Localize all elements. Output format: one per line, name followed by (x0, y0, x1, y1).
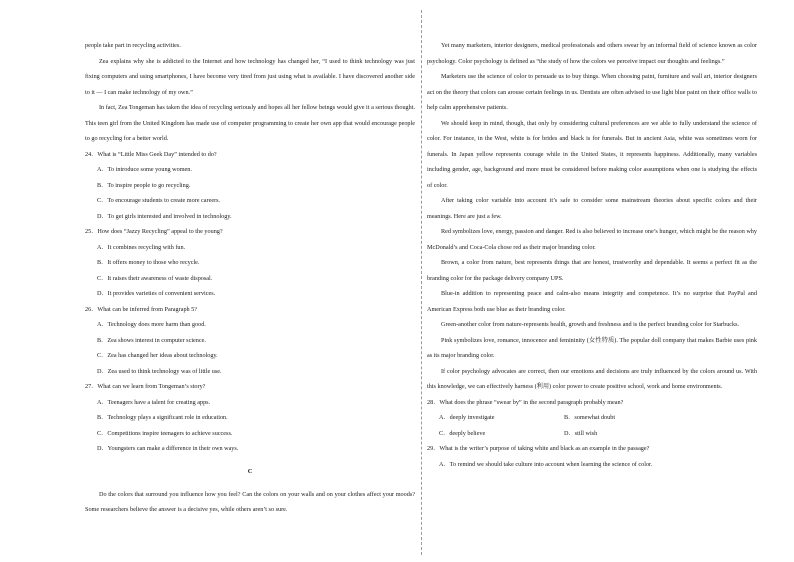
paragraph: Green-another color from nature-represents health, growth and freshness and is the perfect branding color for Starbucks. (441, 321, 740, 328)
intro-line: people take part in recycling activities. (85, 42, 181, 49)
question-stem: 27．What can we learn from Tongeman’s story? (85, 383, 206, 390)
paragraph: Red symbolizes love, energy, passion and danger. Red is also believed to increase one’s hunger, which might be the reason why McDonald’s and Coca-Cola chose red as their major branding color. (427, 228, 757, 251)
column-divider (421, 10, 422, 555)
question-27 (85, 379, 415, 457)
question-25 (85, 224, 415, 302)
paragraph: If color psychology advocates are correct, then our emotions and decisions are truly influenced by the colors around us. With this knowledge, we can effectively harness (利用) color power to create positive school, work and home environments. (427, 367, 757, 390)
option-a: A．To introduce some young women. (97, 166, 192, 173)
option-b: B．Technology plays a significant role in education. (97, 414, 228, 421)
option-c: C．To encourage students to create more careers. (97, 197, 221, 204)
option-d: D．It provides varieties of convenient services. (97, 290, 216, 297)
option-a: A．Technology does more harm than good. (97, 321, 206, 328)
left-column (85, 38, 415, 518)
option-a: A．deeply investigate (439, 414, 495, 421)
paragraph: Do the colors that surround you influence how you feel? Can the colors on your walls and on your clothes affect your moods? Some researchers believe the answer is a decisive yes, while others aren’t so sure. (85, 490, 415, 513)
option-d: D．Zea used to think technology was of little use. (97, 367, 222, 375)
paragraph: Brown, a color from nature, best represents things that are honest, trustworthy and dependable. It seems a perfect fit as the branding color for the package delivery company UPS. (427, 259, 757, 282)
option-row (427, 426, 757, 442)
question-29 (427, 441, 757, 472)
question-stem: 24．What is “Little Miss Geek Day” intended to do? (85, 150, 217, 158)
option-b: B．It offers money to those who recycle. (97, 259, 200, 266)
option-a: A．Teenagers have a talent for creating apps. (97, 398, 211, 406)
option-d: D．still wish (564, 429, 598, 437)
question-24 (85, 147, 415, 225)
paragraph: Marketers use the science of color to persuade us to buy things. When choosing paint, furniture and wall art, interior designers act on the theory that colors can arouse certain feelings in us. Dentists are often advised to use light blue paint on their office walls to help calm apprehensive patients. (427, 73, 757, 111)
question-stem: 26．What can be inferred from Paragraph 5? (85, 305, 198, 313)
option-c: C．It raises their awareness of waste disposal. (97, 274, 213, 282)
paragraph: Blue-in addition to representing peace and calm-also means integrity and competence. It’s no surprise that PayPal and American Express both use blue as their branding color. (427, 290, 757, 313)
right-column (427, 38, 757, 472)
question-28 (427, 395, 757, 442)
option-c: C．Competitions inspire teenagers to achieve success. (97, 429, 233, 437)
paragraph: Yet many marketers, interior designers, medical professionals and others swear by an informal field of science known as color psychology. Color psychology is defined as “the study of how the colors we perceive impact our thoughts and feelings.” (427, 42, 757, 65)
paragraph: In fact, Zea Tongeman has taken the idea of recycling seriously and hopes all her fellow beings would give it a serious thought. This teen girl from the United Kingdom has made use of computer programming to create her own app that would encourage people to go recycling for a better world. (85, 104, 415, 142)
paragraph: Zea explains why she is addicted to the Internet and how technology has changed her, “I used to think technology was just fixing computers and using smartphones, I have become very tired from just using what is available. I have discovered another side to it — I can make technology of my own.” (85, 57, 415, 96)
option-d: D．Youngsters can make a difference in their own ways. (97, 445, 239, 452)
option-b: B．Zea shows interest in computer science. (97, 336, 206, 344)
option-row (427, 410, 757, 426)
option-c: C．deeply believe (439, 429, 486, 437)
question-stem: 28．What does the phrase “swear by” in the second paragraph probably mean? (427, 398, 624, 406)
paragraph: Pink symbolizes love, romance, innocence and femininity (女性特质). The popular doll company that makes Barbie uses pink as its major branding color. (427, 336, 757, 359)
option-b: B．To inspire people to go recycling. (97, 181, 191, 189)
question-stem: 29．What is the writer’s purpose of taking white and black as an example in the passage? (427, 445, 650, 452)
option-a: A．It combines recycling with fun. (97, 243, 186, 251)
question-26 (85, 302, 415, 380)
option-b: B．somewhat doubt (564, 414, 616, 421)
question-stem: 25．How does “Jazzy Recycling” appeal to the young? (85, 228, 223, 235)
paragraph: We should keep in mind, though, that only by considering cultural preferences are we able to fully understand the science of color. For instance, in the West, white is for brides and black is for funerals. But in ancient Asia, white was sometimes worn for funerals. In Japan yellow represents courage while in the United States, it represents happiness. Additionally, many variables including gender, age, background and more must be considered before making color assumptions when one is studying the effects of color. (427, 119, 757, 189)
section-heading: C (247, 467, 253, 475)
option-a: A．To remind we should take culture into account when learning the science of color. (439, 460, 653, 468)
option-c: C．Zea has changed her ideas about technology. (97, 352, 218, 359)
paragraph: After taking color variable into account it’s safe to consider some mainstream theories about specific colors and their meanings. Here are just a few. (427, 197, 757, 220)
option-d: D．To get girls interested and involved in technology. (97, 212, 232, 220)
